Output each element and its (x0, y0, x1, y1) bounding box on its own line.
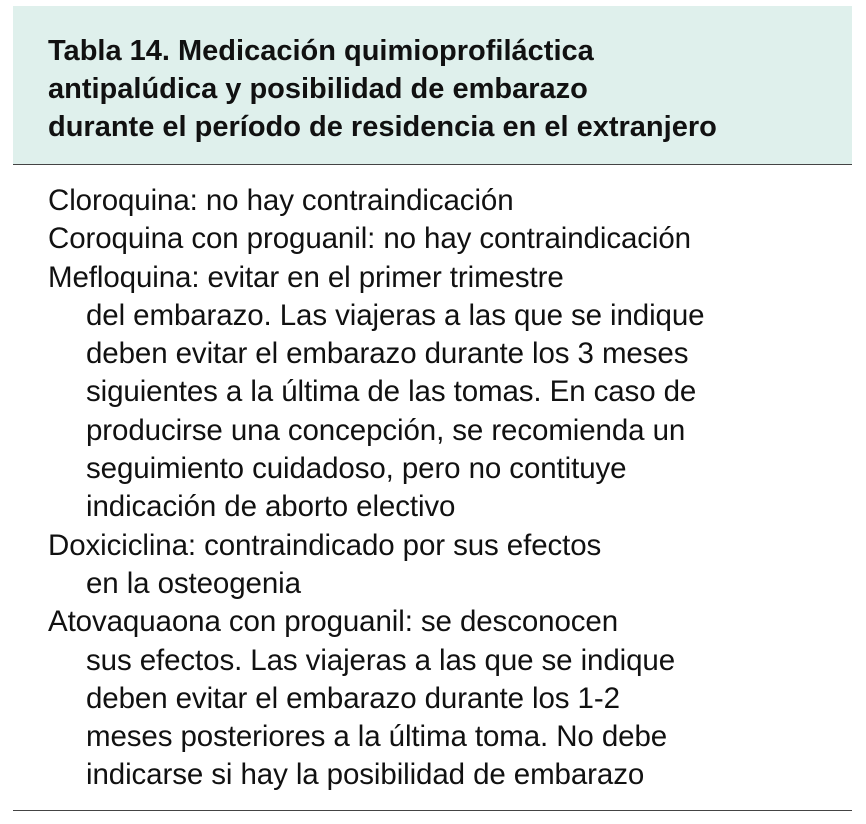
entry-text: Doxiciclina: contraindicado por sus efectos (48, 528, 602, 562)
entry-text-continuation: meses posteriores a la última toma. No debe (86, 720, 668, 754)
medication-table (13, 6, 852, 795)
table-title-line-1: Tabla 14. Medicación quimioprofiláctica (48, 35, 594, 67)
entry-text-continuation: indicación de aborto electivo (86, 490, 456, 524)
entry-text-continuation: indicarse si hay la posibilidad de embarazo (86, 758, 645, 792)
entry-text-continuation: producirse una concepción, se recomienda un (86, 413, 686, 447)
entry-text: Coroquina con proguanil: no hay contraindicación (48, 222, 691, 256)
entry-text-continuation: deben evitar el embarazo durante los 1-2 (86, 681, 620, 715)
entry-text: Mefloquina: evitar en el primer trimestre (48, 260, 564, 294)
entry-coroquina-proguanil (48, 220, 852, 258)
entry-text-continuation: siguientes a la última de las tomas. En caso de (86, 375, 697, 409)
entry-text-continuation: seguimiento cuidadoso, pero no contituye (86, 452, 627, 486)
entry-text: Cloroquina: no hay contraindicación (48, 184, 514, 217)
table-header (13, 6, 852, 165)
entry-atovaquona-proguanil (48, 603, 852, 794)
entry-cloroquina (48, 182, 852, 220)
entry-text-continuation: del embarazo. Las viajeras a las que se indique (86, 298, 705, 332)
entry-text-continuation: sus efectos. Las viajeras a las que se indique (86, 643, 676, 677)
entry-text-continuation: deben evitar el embarazo durante los 3 meses (86, 337, 689, 371)
entry-text: Atovaquaona con proguanil: se desconocen (48, 605, 619, 639)
entry-doxiciclina (48, 527, 852, 604)
table-bottom-rule (13, 810, 852, 811)
table-title-line-2: antipalúdica y posibilidad de embarazo (48, 73, 588, 105)
table-body (13, 165, 852, 795)
entry-text-continuation: en la osteogenia (86, 566, 301, 600)
table-title-line-3: durante el período de residencia en el extranjero (48, 111, 717, 143)
entry-mefloquina (48, 259, 852, 527)
